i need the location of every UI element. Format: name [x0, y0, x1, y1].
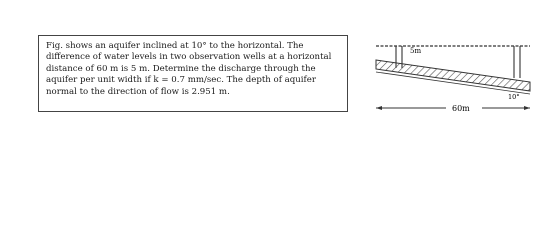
problem-line-2: difference of water levels in two observation wells at a horizontal	[46, 52, 332, 63]
observation-well-right	[514, 46, 520, 78]
problem-line-3: distance of 60 m is 5 m. Determine the discharge through the	[46, 63, 316, 74]
problem-line-4: aquifer per unit width if k = 0.7 mm/sec. The depth of aquifer	[46, 75, 316, 86]
problem-line-1: Fig. shows an aquifer inclined at 10° to the horizontal. The	[46, 41, 304, 51]
angle-label: 10°	[508, 93, 520, 101]
aquifer-figure	[364, 28, 534, 118]
problem-line-5: normal to the direction of flow is 2.951 m.	[46, 86, 230, 97]
distance-label: 60m	[452, 104, 470, 113]
problem-statement	[38, 35, 348, 112]
aquifer-layer	[376, 60, 530, 94]
head-difference-label: 5m	[410, 47, 422, 55]
